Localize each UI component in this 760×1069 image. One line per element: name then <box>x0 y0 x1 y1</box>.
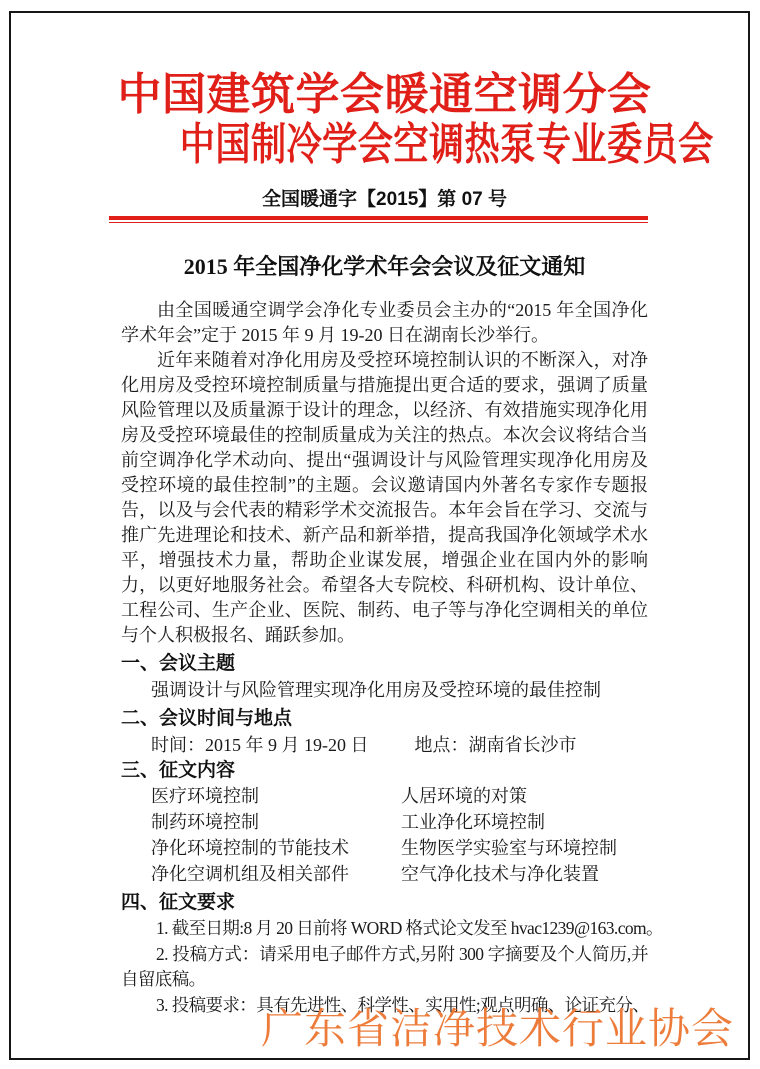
time-place-row <box>121 732 648 758</box>
requirement-item-submission-criteria: 3. 投稿要求：具有先进性、科学性、实用性;观点明确、论证充分、 <box>156 994 650 1015</box>
topic-item: 制药环境控制 <box>151 812 259 832</box>
organization-title <box>113 70 714 170</box>
organization-title-line1-text: 中国建筑学会暖通空调分会 <box>117 70 652 119</box>
conference-place: 地点：湖南省长沙市 <box>414 735 577 755</box>
section-heading-1: 一、会议主题 <box>121 653 236 674</box>
topic-row <box>151 861 648 887</box>
topic-item: 净化空调机组及相关部件 <box>151 864 349 884</box>
organization-title-line2 <box>113 120 714 170</box>
conference-time: 时间：2015 年 9 月 19-20 日 <box>151 735 369 755</box>
document-body <box>121 252 663 1018</box>
topic-row <box>151 809 648 835</box>
requirements-list <box>121 916 663 1018</box>
topic-item: 生物医学实验室与环境控制 <box>401 838 617 858</box>
organization-title-line2-text: 中国制冷学会空调热泵专业委员会 <box>179 120 714 169</box>
organization-title-line1 <box>113 70 656 120</box>
section-time-place <box>121 705 648 758</box>
requirement-item-submission-method: 2. 投稿方式：请采用电子邮件方式,另附 300 字摘要及个人简历,并自留底稿。 <box>121 943 648 989</box>
intro-paragraph: 由全国暖通空调学会净化专业委员会主办的“2015 年全国净化学术年会”定于 2015 年 9 月 19-20 日在湖南长沙举行。 <box>121 300 648 345</box>
header-red-rule <box>109 216 648 223</box>
topic-item: 人居环境的对策 <box>401 786 527 806</box>
document-number: 全国暖通字【2015】第 07 号 <box>262 189 507 210</box>
topic-row <box>151 783 648 809</box>
section-heading-3: 三、征文内容 <box>121 760 236 781</box>
document-page <box>9 11 750 1060</box>
conference-theme-text: 强调设计与风险管理实现净化用房及受控环境的最佳控制 <box>151 680 601 700</box>
topic-item: 空气净化技术与净化装置 <box>401 864 599 884</box>
topic-item: 医疗环境控制 <box>151 786 259 806</box>
document-header <box>117 70 714 223</box>
section-heading-2: 二、会议时间与地点 <box>121 708 293 729</box>
association-watermark: 广东省洁净技术行业协会 <box>260 1007 734 1053</box>
topic-item: 净化环境控制的节能技术 <box>151 838 349 858</box>
requirement-item-deadline: 1. 截至日期:8 月 20 日前将 WORD 格式论文发至 hvac1239@163.com。 <box>156 918 663 938</box>
document-title: 2015 年全国净化学术年会会议及征文通知 <box>183 254 586 279</box>
section-paper-requirements <box>121 889 663 1018</box>
section-paper-topics <box>121 758 648 887</box>
background-paragraph: 近年来随着对净化用房及受控环境控制认识的不断深入，对净化用房及受控环境控制质量与措施提出更合适的要求，强调了质量风险管理以及质量源于设计的理念，以经济、有效措施实现净化用房及受控环境最佳的控制质量成为关注的热点。本次会议将结合当前空调净化学术动向、提出“强调设计与风险管理实现净化用房及受控环境的最佳控制”的主题。会议邀请国内外著名专家作专题报告，以及与会代表的精彩学术交流报告。本年会旨在学习、交流与推广先进理论和技术、新产品和新举措，提高我国净化领域学术水平，增强技术力量，帮助企业谋发展，增强企业在国内外的影响力，以更好地服务社会。希望各大专院校、科研机构、设计单位、工程公司、生产企业、医院、制药、电子等与净化空调相关的单位与个人积极报名、踊跃参加。 <box>121 350 648 645</box>
section-heading-4: 四、征文要求 <box>121 892 236 913</box>
topics-list <box>121 783 648 887</box>
topic-item: 工业净化环境控制 <box>401 812 545 832</box>
section-conference-theme <box>121 650 648 703</box>
topic-row <box>151 835 648 861</box>
